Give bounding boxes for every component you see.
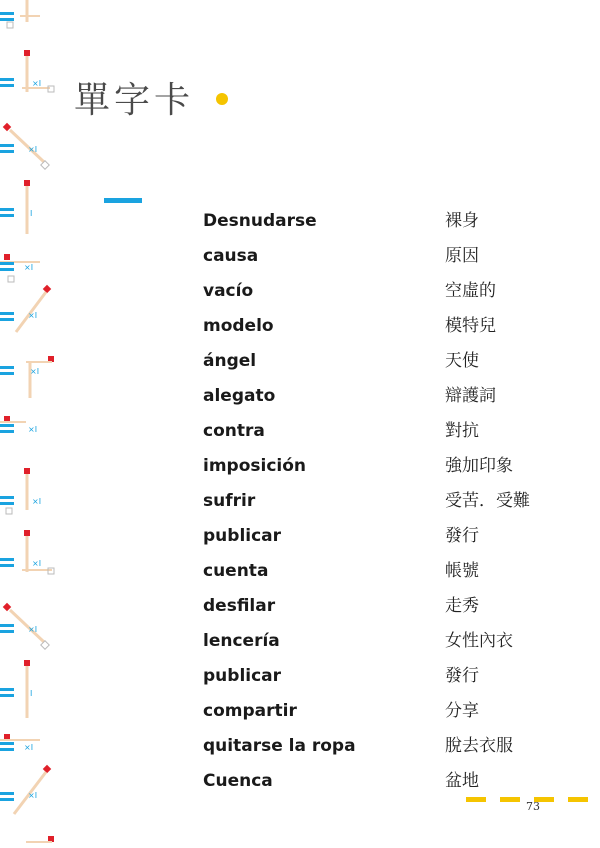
vocab-row bbox=[203, 379, 583, 414]
vocab-row bbox=[203, 239, 583, 274]
deco-motif-3 bbox=[0, 123, 49, 169]
vocab-row bbox=[203, 309, 583, 344]
chinese-translation: 裸身 bbox=[445, 211, 479, 231]
svg-text:I: I bbox=[30, 209, 33, 218]
svg-text:×I: ×I bbox=[24, 743, 34, 752]
chinese-translation: 辯護詞 bbox=[445, 386, 496, 406]
deco-motif-6 bbox=[0, 285, 51, 332]
deco-motif-7 bbox=[0, 356, 54, 398]
spanish-word: publicar bbox=[203, 666, 282, 686]
chinese-translation: 走秀 bbox=[445, 596, 479, 616]
vocab-row bbox=[203, 659, 583, 694]
chinese-translation: 盆地 bbox=[445, 771, 479, 791]
deco-motif-13 bbox=[0, 734, 40, 752]
spanish-word: cuenta bbox=[203, 561, 269, 581]
deco-motif-4 bbox=[0, 180, 32, 234]
deco-motif-5 bbox=[0, 254, 40, 282]
page-number: 73 bbox=[526, 800, 540, 813]
chinese-translation: 女性內衣 bbox=[445, 631, 513, 651]
spanish-word: contra bbox=[203, 421, 265, 441]
deco-motif-14 bbox=[0, 765, 51, 814]
svg-text:I: I bbox=[30, 689, 33, 698]
title-dot-icon bbox=[216, 93, 228, 105]
spanish-word: alegato bbox=[203, 386, 276, 406]
chinese-translation: 發行 bbox=[445, 526, 479, 546]
svg-text:×I: ×I bbox=[28, 425, 38, 434]
vocab-row bbox=[203, 449, 583, 484]
svg-text:×I: ×I bbox=[28, 145, 38, 154]
spanish-word: desfilar bbox=[203, 596, 276, 616]
svg-text:×I: ×I bbox=[28, 625, 38, 634]
deco-motif-2 bbox=[0, 50, 54, 92]
title-block bbox=[74, 72, 228, 123]
chinese-translation: 原因 bbox=[445, 246, 479, 266]
vocab-row bbox=[203, 764, 583, 799]
vocab-row bbox=[203, 589, 583, 624]
vocab-row bbox=[203, 519, 583, 554]
left-decorative-strip bbox=[0, 0, 60, 848]
spanish-word: vacío bbox=[203, 281, 254, 301]
accent-bar bbox=[104, 198, 142, 203]
chinese-translation: 對抗 bbox=[445, 421, 479, 441]
spanish-word: compartir bbox=[203, 701, 297, 721]
deco-motif-1 bbox=[0, 0, 40, 28]
chinese-translation: 帳號 bbox=[445, 561, 479, 581]
svg-text:×I: ×I bbox=[32, 79, 42, 88]
chinese-translation: 脫去衣服 bbox=[445, 736, 513, 756]
vocab-row bbox=[203, 344, 583, 379]
vocab-row bbox=[203, 414, 583, 449]
vocab-row bbox=[203, 204, 583, 239]
spanish-word: causa bbox=[203, 246, 259, 266]
spanish-word: ángel bbox=[203, 351, 257, 371]
deco-motif-9 bbox=[0, 468, 41, 514]
chinese-translation: 模特兒 bbox=[445, 316, 496, 336]
svg-text:×I: ×I bbox=[24, 263, 34, 272]
svg-text:×I: ×I bbox=[32, 497, 42, 506]
spanish-word: imposición bbox=[203, 456, 307, 476]
chinese-translation: 發行 bbox=[445, 666, 479, 686]
spanish-word: quitarse la ropa bbox=[203, 736, 356, 756]
deco-motif-15 bbox=[26, 836, 54, 842]
vocab-row bbox=[203, 624, 583, 659]
spanish-word: publicar bbox=[203, 526, 282, 546]
chinese-translation: 分享 bbox=[445, 701, 479, 721]
deco-motif-12 bbox=[0, 660, 32, 718]
chinese-translation: 受苦．受難 bbox=[445, 491, 530, 511]
spanish-word: sufrir bbox=[203, 491, 256, 511]
chinese-translation: 空虛的 bbox=[445, 281, 496, 301]
deco-motif-8 bbox=[0, 416, 37, 434]
vocab-row bbox=[203, 729, 583, 764]
vocab-row bbox=[203, 274, 583, 309]
chinese-translation: 強加印象 bbox=[445, 456, 513, 476]
svg-text:×I: ×I bbox=[28, 791, 38, 800]
chinese-translation: 天使 bbox=[445, 351, 479, 371]
vocab-row bbox=[203, 484, 583, 519]
vocabulary-list bbox=[203, 204, 583, 799]
spanish-word: modelo bbox=[203, 316, 274, 336]
svg-text:×I: ×I bbox=[28, 311, 38, 320]
spanish-word: lencería bbox=[203, 631, 280, 651]
spanish-word: Desnudarse bbox=[203, 211, 317, 231]
deco-motif-11 bbox=[0, 603, 49, 649]
svg-text:×I: ×I bbox=[32, 559, 42, 568]
spanish-word: Cuenca bbox=[203, 771, 273, 791]
vocab-row bbox=[203, 694, 583, 729]
page-title: 單字卡 bbox=[74, 80, 195, 121]
svg-text:×I: ×I bbox=[30, 367, 40, 376]
deco-motif-10 bbox=[0, 530, 54, 574]
vocab-row bbox=[203, 554, 583, 589]
